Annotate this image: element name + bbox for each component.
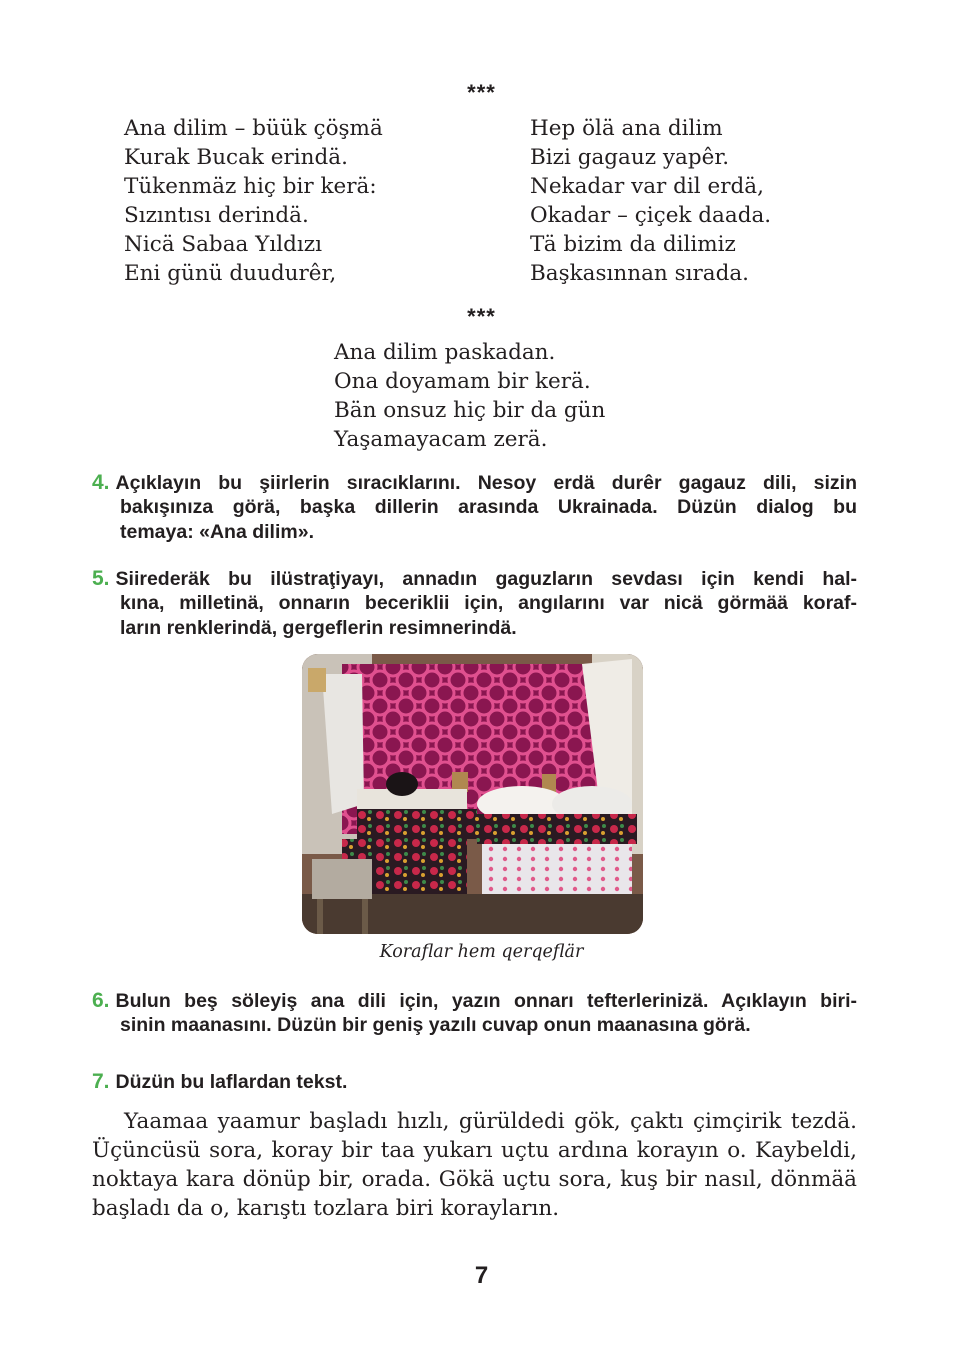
page-number: 7 (474, 1262, 489, 1289)
paragraph-line: başladı da o, karıştı tozlara biri korayların. (92, 1196, 560, 1221)
poem-line: Sızıntısı derindä. (124, 203, 309, 228)
poem-center-stanza (334, 338, 605, 454)
task-text: bakışınıza görä, başka dillerin arasında Ukrainada. Düzün dialog bu (120, 496, 857, 518)
task-text: kına, milletinä, onnarın beceriklii için, angılarını var nicä görmää koraf- (120, 592, 857, 614)
task-number: 4. (92, 471, 110, 494)
task-4 (92, 470, 857, 545)
task-text: Siirederäk bu ilüstraţiyayı, annadın gaguzların sevdası için kendi hal- (115, 568, 857, 590)
task-6 (92, 988, 857, 1038)
poem-line: Ana dilim paskadan. (334, 340, 556, 365)
poem-line: Başkasınnan sırada. (530, 261, 750, 286)
poem-line: Hep ölä ana dilim (530, 116, 723, 141)
paragraph-line: noktaya kara dönüp bir, orada. Gökä uçtu sora, kuş bir nasıl, dönmää (92, 1167, 857, 1192)
task-number: 5. (92, 567, 110, 590)
poem-line: Bän onsuz hiç bir da gün (334, 398, 606, 423)
paragraph-line: Yaamaa yaamur başladı hızlı, gürüldedi gök, çaktı çimçirik tezdä. (124, 1109, 857, 1134)
task-text: Bulun beş söleyiş ana dili için, yazın onnarı tefterlerinizä. Açıklayın biri- (115, 990, 857, 1012)
poem-line: Kurak Bucak erindä. (124, 145, 348, 170)
poem-line: Tä bizim da dilimiz (530, 232, 736, 257)
task-text: Düzün bu laflardan tekst. (115, 1071, 348, 1093)
poem-line: Tükenmäz hiç bir kerä: (124, 174, 377, 199)
poem-line: Eni günü duudurêr, (124, 261, 337, 286)
illustration-caption: Koraflar hem qerqeflär (379, 942, 584, 962)
poem-left-stanza (124, 114, 383, 288)
poem-line: Ona doyamam bir kerä. (334, 369, 591, 394)
poem-line: Okadar – çiçek daada. (530, 203, 772, 228)
task-5 (92, 566, 857, 641)
task-number: 6. (92, 989, 110, 1012)
poem-line: Bizi gagauz yapêr. (530, 145, 730, 170)
task-text: ların renklerindä, gergeflerin resimnerindä. (120, 617, 517, 639)
task-text: sinin maanasını. Düzün bir geniş yazılı cuvap onun maanasına görä. (120, 1014, 751, 1036)
poem-line: Nekadar var dil erdä, (530, 174, 764, 199)
task-7 (92, 1069, 857, 1094)
poem-line: Nicä Sabaa Yıldızı (124, 232, 322, 257)
task-text: temaya: «Ana dilim». (120, 521, 314, 543)
exercise-paragraph (92, 1107, 857, 1223)
illustration-photo (302, 654, 643, 934)
task-text: Açıklayın bu şiirlerin sıracıklarını. Nesoy erdä durêr gagauz dili, sizin (115, 472, 857, 494)
poem-line: Yaşamayacam zerä. (334, 427, 548, 452)
poem-right-stanza (530, 114, 771, 288)
stanza-separator-middle: *** (467, 304, 496, 329)
stanza-separator-top: *** (467, 80, 496, 105)
poem-line: Ana dilim – büük çöşmä (124, 116, 383, 141)
task-number: 7. (92, 1070, 110, 1093)
paragraph-line: Üçüncüsü sora, koray bir taa yukarı uçtu ardına korayın o. Kaybeldi, (92, 1138, 857, 1163)
